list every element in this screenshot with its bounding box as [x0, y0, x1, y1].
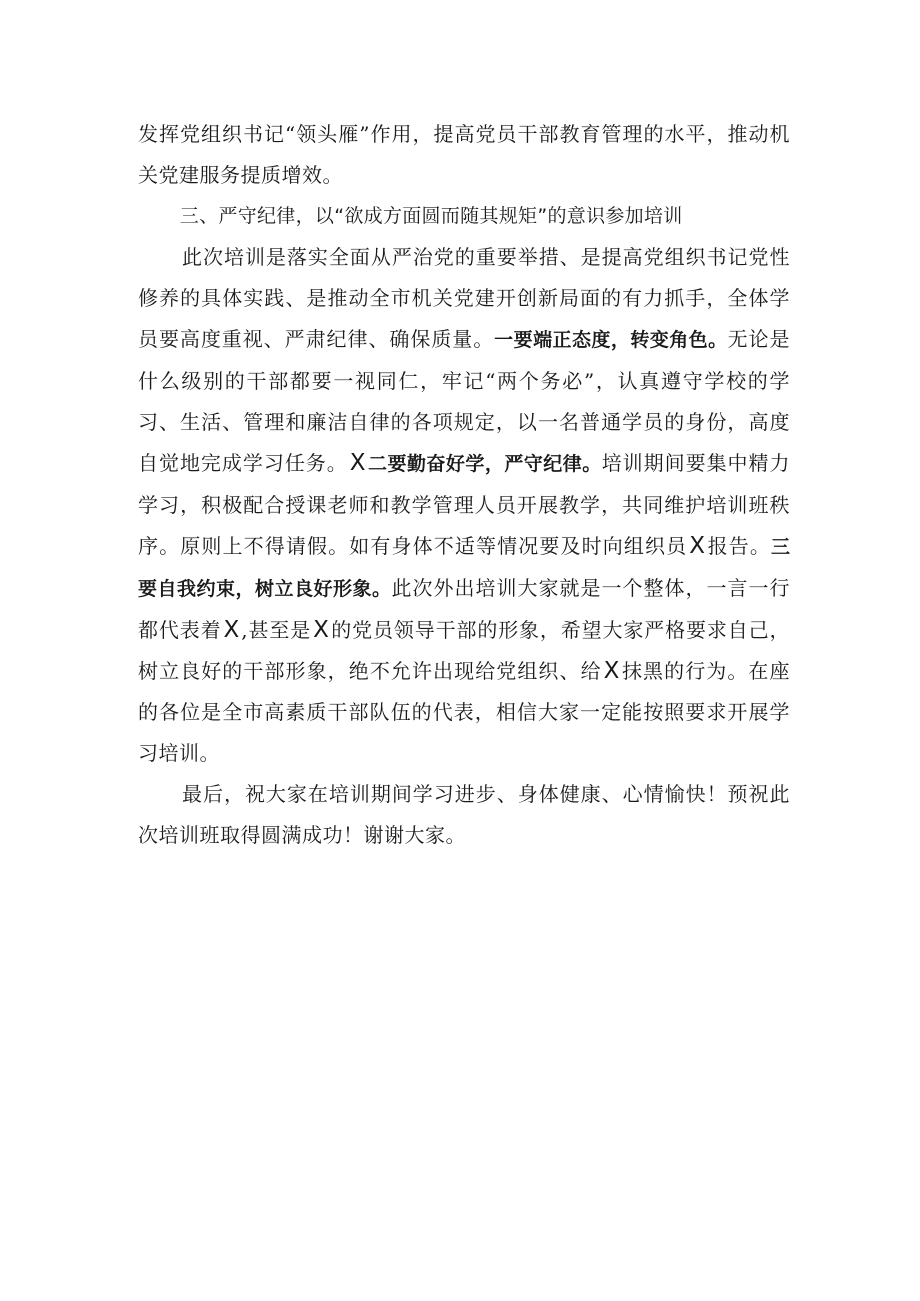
section-heading — [138, 196, 790, 237]
redacted-mark: X — [603, 658, 620, 684]
paragraph-text: 抹黑的行为。在座的各位是全市高素质干部队伍的代表，相信大家一定能按照要求开展学习培训。 — [138, 659, 791, 765]
paragraph-text: 报告。 — [707, 534, 771, 558]
paragraph-text: 最后，祝大家在培训期间学习进步、身体健康、心情愉快！预祝此次培训班取得圆满成功！谢谢大家。 — [138, 782, 790, 847]
paragraph-text: 无论是什么级别的干部都要一视同仁，牢记“两个务必”，认真遵守学校的学习、生活、管理和廉洁自律的各项规定，以一名普通学员的身份，高度自觉地完成学习任务。 — [138, 327, 790, 475]
redacted-mark: X — [313, 617, 329, 643]
paragraph-text: 的党员领导干部的形象，希望大家严格要求自己，树立良好的干部形象，绝不允许出现给党组织、给 — [138, 618, 791, 683]
redacted-mark: X — [689, 533, 705, 559]
document-body — [138, 114, 790, 856]
paragraph-continued — [138, 114, 790, 196]
paragraph-text: 培训期间要集中精力学习，积极配合授课老师和教学管理人员开展教学，共同维护培训班秩序。原则上不得请假。如有身体不适等情况要及时向组织员 — [138, 451, 791, 558]
paragraph-closing — [138, 774, 790, 856]
redacted-mark: X — [349, 450, 366, 476]
redacted-mark: X — [223, 617, 240, 643]
bold-point-2: 二要勤奋好学，严守纪律。 — [367, 453, 602, 475]
paragraph-text: 此次外出培训大家就是一个整体，一言一行都代表着 — [138, 576, 790, 642]
paragraph-discipline — [138, 237, 790, 774]
paragraph-text: 发挥党组织书记“领头雁”作用，提高党员干部教育管理的水平，推动机关党建服务提质增效。 — [138, 122, 790, 187]
bold-point-1: 一要端正态度，转变角色。 — [494, 329, 728, 351]
bold-point-3: 三要自我约束，树立良好形象。 — [138, 536, 791, 600]
paragraph-text: ,甚至是 — [241, 618, 312, 642]
paragraph-text: 此次培训是落实全面从严治党的重要举措、是提高党组织书记党性修养的具体实践、是推动全市机关党建开创新局面的有力抓手，全体学员要高度重视、严肃纪律、确保质量。 — [138, 245, 790, 351]
section-heading-text: 三、严守纪律，以“欲成方面圆而随其规矩”的意识参加培训 — [179, 205, 683, 227]
